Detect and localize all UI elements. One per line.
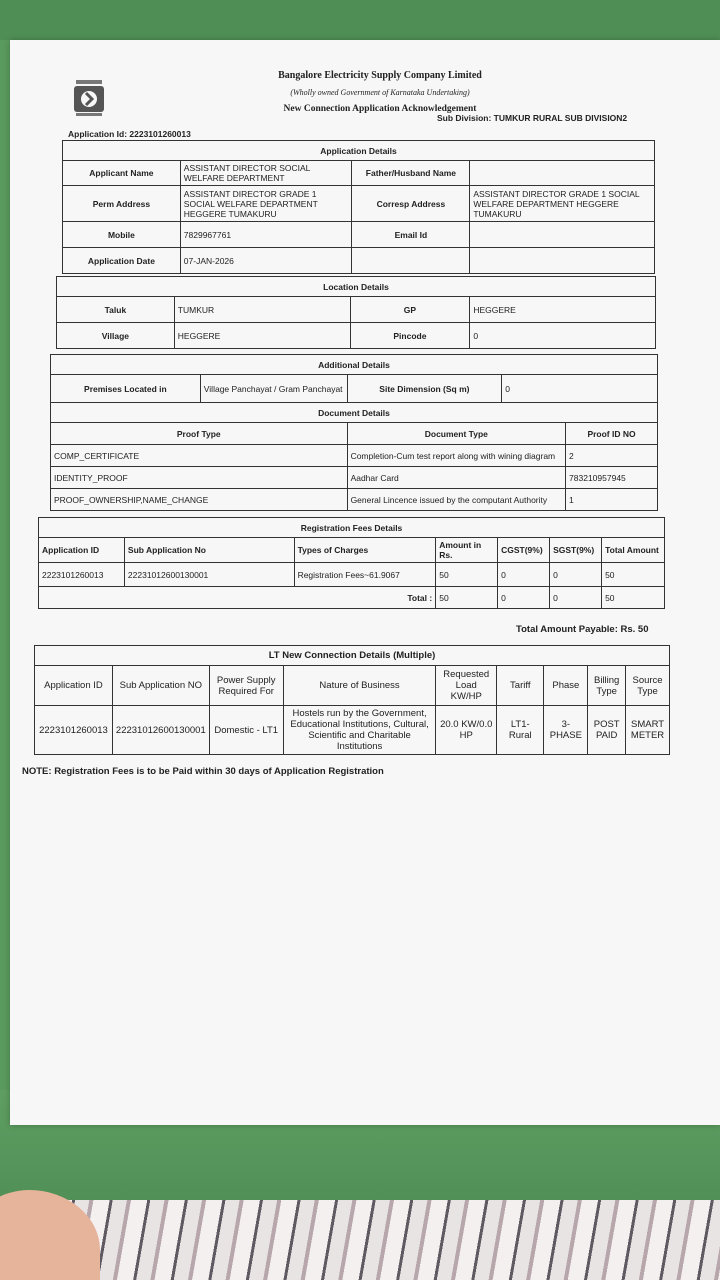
doc-header-proof-id: Proof ID NO [566,423,658,445]
applicant-name-label: Applicant Name [63,161,181,186]
lt-header-power-supply: Power Supply Required For [209,666,283,706]
lt-billing-type: POST PAID [588,706,626,755]
table-row [51,467,658,489]
proof-type-cell: COMP_CERTIFICATE [51,445,348,467]
table-row [51,445,658,467]
total-amount-payable: Total Amount Payable: Rs. 50 [516,624,649,635]
fees-cgst: 0 [498,563,550,587]
mobile-label: Mobile [63,222,181,248]
doc-header-proof-type: Proof Type [51,423,348,445]
fees-total-label: Total : [39,587,436,609]
lt-header-tariff: Tariff [497,666,544,706]
mobile-value: 7829967761 [180,222,352,248]
father-husband-label: Father/Husband Name [352,161,470,186]
lt-header-billing-type: Billing Type [588,666,626,706]
fees-amount: 50 [436,563,498,587]
fees-sub-application: 22231012600130001 [124,563,294,587]
fees-header-cgst: CGST(9%) [498,538,550,563]
bescom-logo-icon [72,78,106,118]
lt-nature-business: Hostels run by the Government, Educational Institutions, Cultural, Scientific and Charitable Institutions [283,706,436,755]
section-title-registration-fees: Registration Fees Details [39,518,665,538]
proof-id-cell: 1 [566,489,658,511]
section-title-location-details: Location Details [57,277,656,297]
fees-header-total: Total Amount [602,538,665,563]
site-dimension-value: 0 [502,375,658,403]
registration-fees-table [38,517,665,609]
doc-header-document-type: Document Type [347,423,565,445]
pincode-value: 0 [470,323,656,349]
location-details-table [56,276,656,349]
taluk-label: Taluk [57,297,175,323]
gp-label: GP [350,297,470,323]
village-label: Village [57,323,175,349]
application-details-table [62,140,655,274]
pincode-label: Pincode [350,323,470,349]
lt-header-nature-business: Nature of Business [283,666,436,706]
empty-cell [352,248,470,274]
section-title-additional-details: Additional Details [51,355,658,375]
proof-type-cell: PROOF_OWNERSHIP,NAME_CHANGE [51,489,348,511]
fees-total-cgst: 0 [498,587,550,609]
perm-address-value: ASSISTANT DIRECTOR GRADE 1 SOCIAL WELFARE DEPARTMENT HEGGERE TUMAKURU [180,186,352,222]
fees-charges: Registration Fees~61.9067 [294,563,436,587]
premises-value: Village Panchayat / Gram Panchayat [200,375,347,403]
table-row [51,489,658,511]
lt-header-requested-load: Requested Load KW/HP [436,666,497,706]
fees-total: 50 [602,563,665,587]
lt-header-sub-application: Sub Application NO [112,666,209,706]
additional-document-details-table [50,354,658,511]
lt-tariff: LT1-Rural [497,706,544,755]
proof-type-cell: IDENTITY_PROOF [51,467,348,489]
section-title-application-details: Application Details [63,141,655,161]
table-row [35,706,670,755]
fees-total-total: 50 [602,587,665,609]
lt-connection-table [34,645,670,755]
fees-header-sub-application: Sub Application No [124,538,294,563]
lt-application-id: 2223101260013 [35,706,113,755]
lt-requested-load: 20.0 KW/0.0 HP [436,706,497,755]
fees-header-charges: Types of Charges [294,538,436,563]
lt-header-phase: Phase [544,666,588,706]
father-husband-value [470,161,655,186]
lt-power-supply: Domestic - LT1 [209,706,283,755]
proof-id-cell: 2 [566,445,658,467]
company-subtitle: (Wholly owned Government of Karnataka Undertaking) [290,88,470,97]
premises-label: Premises Located in [51,375,201,403]
fees-application-id: 2223101260013 [39,563,125,587]
fees-total-amount: 50 [436,587,498,609]
fees-header-amount: Amount in Rs. [436,538,498,563]
green-background-top [0,0,720,40]
section-title-document-details: Document Details [51,403,658,423]
document-type-cell: General Lincence issued by the computant Authority [347,489,565,511]
application-date-value: 07-JAN-2026 [180,248,352,274]
sub-division-line: Sub Division: TUMKUR RURAL SUB DIVISION2 [437,113,628,123]
email-label: Email Id [352,222,470,248]
lt-phase: 3-PHASE [544,706,588,755]
lt-header-source-type: Source Type [626,666,670,706]
fees-header-application-id: Application ID [39,538,125,563]
perm-address-label: Perm Address [63,186,181,222]
gp-value: HEGGERE [470,297,656,323]
fees-header-sgst: SGST(9%) [550,538,602,563]
village-value: HEGGERE [174,323,350,349]
document-type-cell: Completion-Cum test report along with wining diagram [347,445,565,467]
corresp-address-value: ASSISTANT DIRECTOR GRADE 1 SOCIAL WELFARE DEPARTMENT HEGGERE TUMAKURU [470,186,655,222]
lt-source-type: SMART METER [626,706,670,755]
total-row [39,587,665,609]
table-row [39,563,665,587]
registration-fee-note: NOTE: Registration Fees is to be Paid within 30 days of Application Registration [22,766,384,777]
company-name: Bangalore Electricity Supply Company Limited [278,70,482,81]
application-id-line: Application Id: 2223101260013 [68,129,191,139]
section-title-lt-connection: LT New Connection Details (Multiple) [35,646,670,666]
fees-total-sgst: 0 [550,587,602,609]
taluk-value: TUMKUR [174,297,350,323]
fees-sgst: 0 [550,563,602,587]
document-title: New Connection Application Acknowledgement [283,104,477,114]
site-dimension-label: Site Dimension (Sq m) [347,375,502,403]
applicant-name-value: ASSISTANT DIRECTOR SOCIAL WELFARE DEPARTMENT [180,161,352,186]
lt-sub-application: 22231012600130001 [112,706,209,755]
proof-id-cell: 783210957945 [566,467,658,489]
corresp-address-label: Corresp Address [352,186,470,222]
document-type-cell: Aadhar Card [347,467,565,489]
fabric-background [0,1200,720,1280]
email-value [470,222,655,248]
application-date-label: Application Date [63,248,181,274]
lt-header-application-id: Application ID [35,666,113,706]
empty-cell [470,248,655,274]
